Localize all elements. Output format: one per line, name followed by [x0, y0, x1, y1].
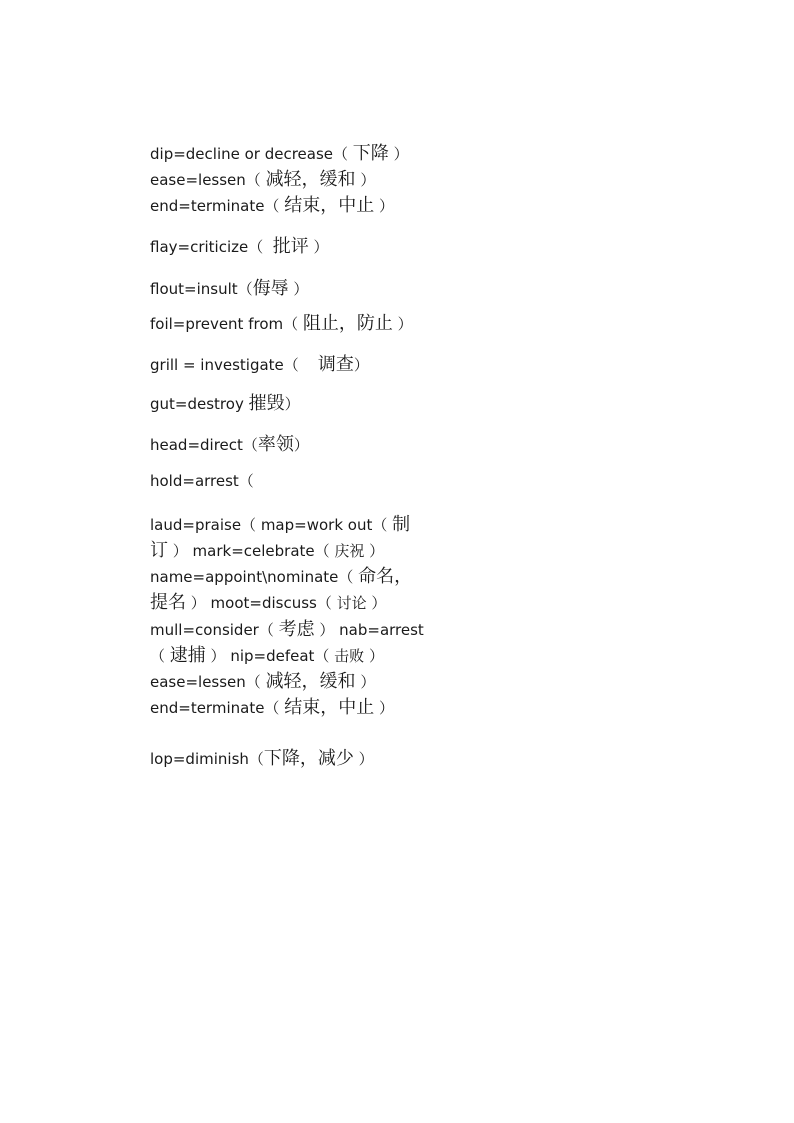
chinese-meaning: 调查 [317, 354, 354, 375]
vocab-line-laud-map [150, 513, 410, 537]
english-term: dip=decline or decrease（ [150, 145, 353, 163]
english-term: flout=insult（ [150, 280, 253, 298]
closing-paren: ） [308, 238, 329, 256]
english-term: mull=consider（ [150, 621, 279, 639]
chinese-meaning: 逮捕 [169, 645, 206, 666]
closing-paren: ） [288, 280, 309, 298]
vocab-line-foil [150, 312, 413, 336]
english-term: laud=praise（ map=work out（ [150, 516, 393, 534]
english-term: end=terminate（ [150, 197, 285, 215]
vocab-line-lop [150, 747, 374, 771]
chinese-meaning: 减轻，缓和 [265, 671, 356, 692]
chinese-meaning: 摧毁 [248, 393, 285, 414]
closing-paren: ） [355, 171, 376, 189]
chinese-meaning: 订 [150, 540, 168, 561]
english-term: name=appoint\nominate（ [150, 568, 359, 586]
closing-paren: ） [355, 673, 376, 691]
vocab-line-hold [150, 469, 254, 493]
closing-paren: ） [353, 750, 374, 768]
vocab-line-name [150, 565, 412, 589]
vocab-line-ease [150, 168, 375, 192]
vocab-line-nip [150, 644, 384, 668]
closing-paren: ） nip=defeat（ 击败 ） [205, 647, 384, 665]
chinese-meaning: 考虑 [278, 619, 315, 640]
chinese-meaning: 提名 [150, 592, 186, 613]
english-term: gut=destroy [150, 395, 249, 413]
chinese-meaning: 阻止，防止 [302, 313, 393, 334]
closing-paren: ） [284, 395, 300, 413]
vocab-line-end-repeat [150, 696, 394, 720]
closing-paren: ） [392, 315, 413, 333]
closing-paren: ） [374, 197, 394, 215]
english-term: head=direct（ [150, 436, 258, 454]
english-term: lop=diminish（ [150, 750, 264, 768]
english-term: end=terminate（ [150, 699, 285, 717]
vocab-line-flay [150, 235, 329, 259]
english-term: hold=arrest（ [150, 472, 254, 490]
english-term: grill = investigate（ [150, 356, 318, 374]
closing-paren: ） moot=discuss（ 讨论 ） [186, 594, 387, 612]
closing-paren: ） [388, 145, 409, 163]
chinese-meaning: 侮辱 [252, 278, 289, 299]
closing-paren: ） mark=celebrate（ 庆祝 ） [168, 542, 385, 560]
chinese-meaning: 率领 [257, 434, 294, 455]
chinese-meaning: 制 [392, 514, 411, 535]
chinese-meaning: 下降 [352, 143, 389, 164]
vocab-line-grill [150, 353, 369, 377]
vocab-line-dip [150, 142, 409, 166]
vocab-line-moot [150, 591, 386, 615]
english-term: ease=lessen（ [150, 673, 266, 691]
closing-paren: ） [374, 699, 394, 717]
vocab-line-mull-nab [150, 618, 424, 642]
closing-paren: ） [353, 356, 369, 374]
english-term: flay=criticize（ [150, 238, 273, 256]
vocab-line-mark [150, 539, 384, 563]
english-term: （ [150, 647, 170, 665]
vocab-line-flout [150, 277, 308, 301]
closing-paren: ） nab=arrest [314, 621, 424, 639]
vocab-line-end [150, 194, 394, 218]
closing-paren: ） [293, 436, 309, 454]
english-term: foil=prevent from（ [150, 315, 303, 333]
english-term: ease=lessen（ [150, 171, 266, 189]
chinese-meaning: 下降，减少 [263, 748, 354, 769]
chinese-meaning: 结束，中止 [284, 195, 375, 216]
chinese-meaning: 批评 [272, 236, 309, 257]
vocab-line-gut [150, 392, 300, 416]
chinese-meaning: 减轻，缓和 [265, 169, 356, 190]
vocab-line-ease-repeat [150, 670, 375, 694]
vocab-line-head [150, 433, 309, 457]
chinese-meaning: 命名， [358, 566, 413, 587]
chinese-meaning: 结束，中止 [284, 697, 375, 718]
